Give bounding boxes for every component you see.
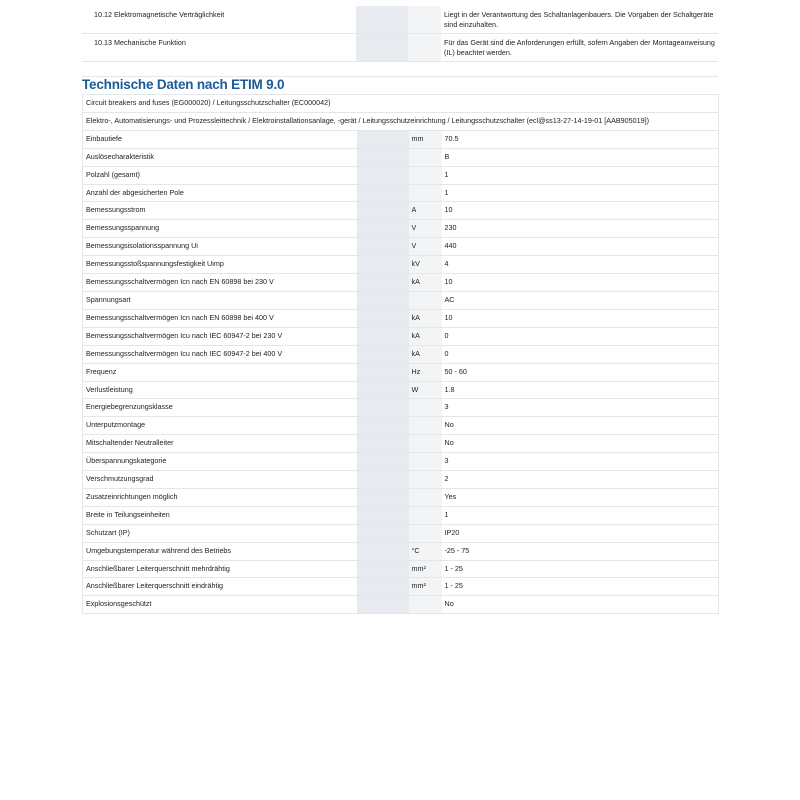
table-row [83,417,719,435]
table-row [82,6,718,34]
row-blank [357,238,409,256]
row-unit: kA [409,345,442,363]
table-row [83,345,719,363]
row-blank [357,471,409,489]
class-line-1: Circuit breakers and fuses (EG000020) / Leitungsschutzschalter (EC000042) [83,95,719,113]
row-label: Bemessungsisolationsspannung Ui [83,238,357,256]
row-unit: mm² [409,560,442,578]
row-label: 10.13 Mechanische Funktion [82,34,356,62]
row-label: Unterputzmontage [83,417,357,435]
row-unit [409,166,442,184]
row-value: IP20 [442,524,719,542]
table-row [83,578,719,596]
row-unit: Hz [409,363,442,381]
row-text: Für das Gerät sind die Anforderungen erfüllt, sofern Angaben der Montageanweisung (IL) beachtet werden. [441,34,718,62]
row-label: Bemessungsschaltvermögen Icu nach IEC 60947-2 bei 400 V [83,345,357,363]
class-row [83,95,719,113]
row-blank [357,130,409,148]
table-row [83,363,719,381]
table-row [83,435,719,453]
row-value: 3 [442,399,719,417]
table-row [83,256,719,274]
row-blank [357,166,409,184]
row-label: Anzahl der abgesicherten Pole [83,184,357,202]
table-row [83,471,719,489]
row-blank [357,184,409,202]
table-row [83,274,719,292]
row-unit [409,453,442,471]
row-unit: mm [409,130,442,148]
row-blank [357,345,409,363]
row-value: 1 - 25 [442,578,719,596]
table-row [83,291,719,309]
row-blank [357,417,409,435]
etim-table [82,94,718,614]
row-value: 1.8 [442,381,719,399]
row-blank [357,291,409,309]
row-label: Schutzart (IP) [83,524,357,542]
row-label: Verschmutzungsgrad [83,471,357,489]
row-label: Umgebungstemperatur während des Betriebs [83,542,357,560]
row-blank [357,399,409,417]
table-row [83,560,719,578]
row-value: 1 [442,166,719,184]
row-label: Überspannungskategorie [83,453,357,471]
row-value: 440 [442,238,719,256]
row-value: 0 [442,327,719,345]
row-blank [357,274,409,292]
table-row [83,309,719,327]
table-row [83,524,719,542]
table-row [83,166,719,184]
table-row [83,488,719,506]
row-value: 2 [442,471,719,489]
row-unit [409,471,442,489]
row-text: Liegt in der Verantwortung des Schaltanlagenbauers. Die Vorgaben der Schaltgeräte sind einzuhalten. [441,6,718,34]
row-blank [357,560,409,578]
row-value: B [442,148,719,166]
row-unit: °C [409,542,442,560]
table-row [83,506,719,524]
row-value: 4 [442,256,719,274]
row-label: Bemessungsstrom [83,202,357,220]
row-unit [409,488,442,506]
row-blank [357,381,409,399]
row-value: No [442,435,719,453]
row-label: Auslösecharakteristik [83,148,357,166]
row-label: Bemessungsstoßspannungsfestigkeit Uimp [83,256,357,274]
row-label: Verlustleistung [83,381,357,399]
row-value: 50 - 60 [442,363,719,381]
row-blank [357,506,409,524]
table-row [83,327,719,345]
row-blank [357,596,409,614]
row-value: 1 - 25 [442,560,719,578]
table-row [83,238,719,256]
row-label: Bemessungsspannung [83,220,357,238]
row-label: Bemessungsschaltvermögen Icn nach EN 60898 bei 400 V [83,309,357,327]
table-row [83,596,719,614]
row-value: AC [442,291,719,309]
table-row [83,202,719,220]
row-value: 10 [442,274,719,292]
row-unit: kA [409,309,442,327]
row-label: Bemessungsschaltvermögen Icn nach EN 60898 bei 230 V [83,274,357,292]
row-unit: V [409,220,442,238]
section-title: Technische Daten nach ETIM 9.0 [82,77,285,92]
row-value: No [442,596,719,614]
row-blank [357,220,409,238]
row-unit [409,399,442,417]
row-label: Bemessungsschaltvermögen Icu nach IEC 60947-2 bei 230 V [83,327,357,345]
row-blank [357,488,409,506]
row-label: Anschließbarer Leiterquerschnitt mehrdrähtig [83,560,357,578]
row-label: Mitschaltender Neutralleiter [83,435,357,453]
row-value: 230 [442,220,719,238]
table-row [83,130,719,148]
row-blank [357,542,409,560]
row-blank [357,578,409,596]
row-blank [357,363,409,381]
row-value: 1 [442,184,719,202]
row-unit: mm² [409,578,442,596]
row-value: 1 [442,506,719,524]
row-label: Einbautiefe [83,130,357,148]
row-blank [357,453,409,471]
row-label: Explosionsgeschützt [83,596,357,614]
row-label: Frequenz [83,363,357,381]
table-row [83,220,719,238]
row-value: 10 [442,202,719,220]
row-unit [409,596,442,614]
row-value: 0 [442,345,719,363]
table-row [83,399,719,417]
row-value: -25 - 75 [442,542,719,560]
row-label: Breite in Teilungseinheiten [83,506,357,524]
row-blank [357,327,409,345]
row-unit: kV [409,256,442,274]
row-unit: kA [409,327,442,345]
table-row [83,542,719,560]
row-unit: W [409,381,442,399]
row-unit [409,524,442,542]
row-value: 10 [442,309,719,327]
row-blank [357,435,409,453]
row-value: 70.5 [442,130,719,148]
row-unit [409,184,442,202]
table-row [83,381,719,399]
row-label: Anschließbarer Leiterquerschnitt eindrähtig [83,578,357,596]
table-row [83,453,719,471]
row-unit [409,435,442,453]
class-line-2: Elektro-, Automatisierungs- und Prozessleittechnik / Elektroinstallationsanlage, -gerät / Leitungsschutzeinrichtung / Leitungsschutzschalter (ecl@ss13-27-14-19-01 [AAB905019]) [83,112,719,130]
row-blank [357,309,409,327]
row-unit [409,148,442,166]
row-label: Energiebegrenzungsklasse [83,399,357,417]
row-unit [409,417,442,435]
row-unit [409,291,442,309]
row-value: No [442,417,719,435]
table-row [82,34,718,62]
row-blank [357,524,409,542]
row-unit [409,506,442,524]
row-blank [357,202,409,220]
verification-table [82,6,718,62]
class-row [83,112,719,130]
row-label: Polzahl (gesamt) [83,166,357,184]
row-label: Spannungsart [83,291,357,309]
table-row [83,148,719,166]
row-label: Zusatzeinrichtungen möglich [83,488,357,506]
row-label: 10.12 Elektromagnetische Verträglichkeit [82,6,356,34]
row-unit: kA [409,274,442,292]
row-value: 3 [442,453,719,471]
row-unit: A [409,202,442,220]
row-blank [357,148,409,166]
row-value: Yes [442,488,719,506]
table-row [83,184,719,202]
row-blank [357,256,409,274]
row-unit: V [409,238,442,256]
